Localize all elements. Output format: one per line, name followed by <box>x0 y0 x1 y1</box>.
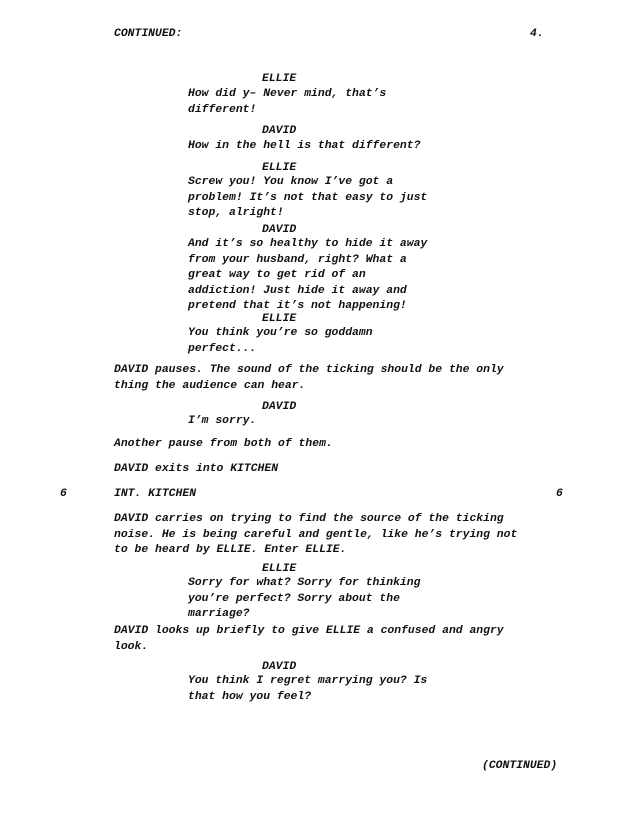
page-number: 4. <box>530 28 544 40</box>
dialogue: Screw you! You know I’ve got a problem! It’s not that easy to just stop, alright! <box>188 176 428 220</box>
continued-footer: (CONTINUED) <box>482 760 558 772</box>
action-line: DAVID looks up briefly to give ELLIE a confused and angry look. <box>114 625 504 653</box>
action-line: DAVID carries on trying to find the source of the ticking noise. He is being careful and gentle, like he’s trying not to be heard by ELLIE. Enter ELLIE. <box>114 513 518 557</box>
action-line: DAVID exits into KITCHEN <box>114 463 279 475</box>
character-name: DAVID <box>262 661 297 673</box>
dialogue: You think you’re so goddamn perfect... <box>188 327 373 355</box>
scene-heading: INT. KITCHEN <box>114 488 197 500</box>
scene-number-left: 6 <box>60 488 67 500</box>
dialogue: How in the hell is that different? <box>188 140 421 152</box>
character-name: ELLIE <box>262 73 297 85</box>
dialogue: Sorry for what? Sorry for thinking you’re perfect? Sorry about the marriage? <box>188 577 421 621</box>
character-name: ELLIE <box>262 563 297 575</box>
character-name: ELLIE <box>262 162 297 174</box>
scene-number-right: 6 <box>556 488 563 500</box>
dialogue: You think I regret marrying you? Is that how you feel? <box>188 675 428 703</box>
action-line: Another pause from both of them. <box>114 438 333 450</box>
character-name: DAVID <box>262 401 297 413</box>
character-name: DAVID <box>262 224 297 236</box>
action-line: DAVID pauses. The sound of the ticking should be the only thing the audience can hear. <box>114 364 504 392</box>
dialogue: I’m sorry. <box>188 415 257 427</box>
character-name: ELLIE <box>262 313 297 325</box>
continued-header: CONTINUED: <box>114 28 183 40</box>
character-name: DAVID <box>262 125 297 137</box>
dialogue: And it’s so healthy to hide it away from your husband, right? What a great way to get rid of an addiction! Just hide it away and pretend that it’s not happening! <box>188 238 428 313</box>
dialogue: How did y– Never mind, that’s different! <box>188 88 387 116</box>
